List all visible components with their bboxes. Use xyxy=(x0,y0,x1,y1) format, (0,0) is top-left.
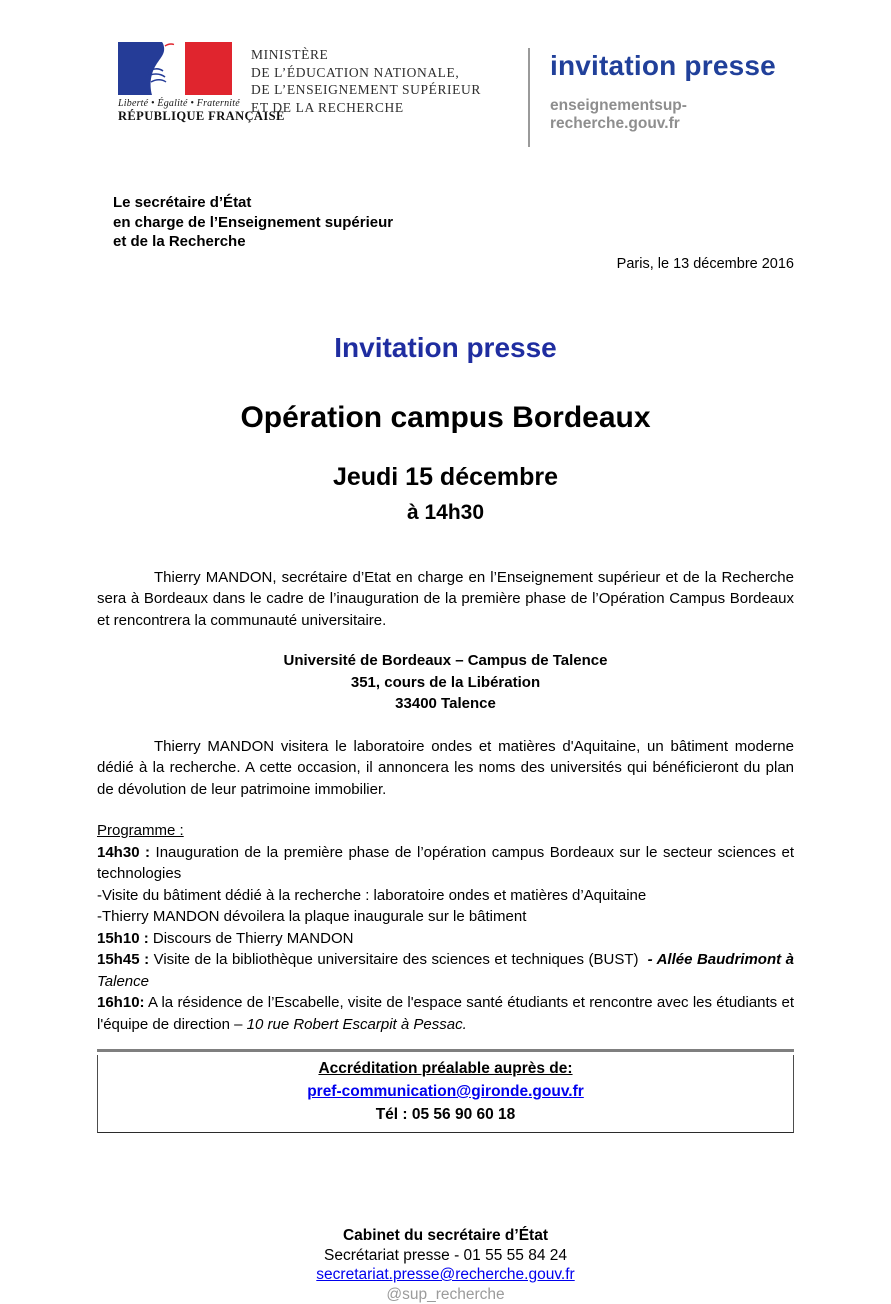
accreditation-email-link[interactable]: pref-communication@gironde.gouv.fr xyxy=(108,1080,783,1103)
logo-republic-label: RÉPUBLIQUE FRANÇAISE xyxy=(118,109,234,124)
intro-paragraph: Thierry MANDON, secrétaire d’Etat en charge en l’Enseignement supérieur et de la Recherche sera à Bordeaux dans le cadre de l’inauguration de la première phase de l’Opération Campus Bordeaux et rencontrera la communauté universitaire. xyxy=(97,567,794,632)
programme-item: 15h45 : Visite de la bibliothèque universitaire des sciences et techniques (BUST) - Allée Baudrimont à Talence xyxy=(97,949,794,992)
ministry-line: ET DE LA RECHERCHE xyxy=(251,99,481,117)
footer-cabinet-title: Cabinet du secrétaire d’État xyxy=(97,1226,794,1246)
event-title: Opération campus Bordeaux xyxy=(97,401,794,435)
programme-item: -Visite du bâtiment dédié à la recherche : laboratoire ondes et matières d’Aquitaine xyxy=(97,885,794,907)
programme-item: 14h30 : Inauguration de la première phase de l’opération campus Bordeaux sur le secteur sciences et technologies xyxy=(97,842,794,885)
french-flag-marianne-icon xyxy=(118,42,232,95)
document-title: Invitation presse xyxy=(97,332,794,364)
programme-item: 15h10 : Discours de Thierry MANDON xyxy=(97,928,794,950)
footer-twitter-handle: @sup_recherche xyxy=(97,1285,794,1304)
accreditation-heading: Accréditation préalable auprès de: xyxy=(108,1057,783,1080)
event-date: Jeudi 15 décembre xyxy=(97,463,794,492)
visit-paragraph: Thierry MANDON visitera le laboratoire ondes et matières d'Aquitaine, un bâtiment moderne dédié à la recherche. A cette occasion, il annoncera les noms des universités qui bénéficieront du plan de dévolution de leur patrimoine immobilier. xyxy=(97,736,794,801)
programme-item: -Thierry MANDON dévoilera la plaque inaugurale sur le bâtiment xyxy=(97,906,794,928)
venue-line: 351, cours de la Libération xyxy=(97,672,794,694)
event-time: à 14h30 xyxy=(97,501,794,525)
ministry-line: DE L’ÉDUCATION NATIONALE, xyxy=(251,64,481,82)
programme-list xyxy=(97,842,794,1036)
ministry-line: DE L’ENSEIGNEMENT SUPÉRIEUR xyxy=(251,81,481,99)
ministry-website-url: enseignementsup-recherche.gouv.fr xyxy=(550,97,794,133)
sender-line: en charge de l’Enseignement supérieur xyxy=(113,213,794,233)
logo-motto: Liberté • Égalité • Fraternité xyxy=(118,98,234,109)
sender-line: Le secrétaire d’État xyxy=(113,193,794,213)
accreditation-phone: Tél : 05 56 90 60 18 xyxy=(108,1103,783,1126)
programme-item: 16h10: A la résidence de l’Escabelle, visite de l'espace santé étudiants et rencontre avec les étudiants et l'équipe de direction – 10 rue Robert Escarpit à Pessac. xyxy=(97,992,794,1035)
document-footer xyxy=(97,1226,794,1304)
programme-heading: Programme : xyxy=(97,820,794,842)
ministry-line: MINISTÈRE xyxy=(251,46,481,64)
dateline: Paris, le 13 décembre 2016 xyxy=(97,256,794,272)
sender-block xyxy=(113,193,794,252)
venue-line: Université de Bordeaux – Campus de Talence xyxy=(97,650,794,672)
press-banner xyxy=(528,48,794,147)
footer-press-phone: Secrétariat presse - 01 55 55 84 24 xyxy=(97,1246,794,1266)
footer-email-link[interactable]: secretariat.presse@recherche.gouv.fr xyxy=(316,1265,574,1285)
republique-francaise-logo xyxy=(118,42,234,124)
press-banner-label: invitation presse xyxy=(550,50,794,82)
venue-line: 33400 Talence xyxy=(97,693,794,715)
document-header xyxy=(97,42,794,147)
ministry-name xyxy=(251,46,481,116)
venue-address xyxy=(97,650,794,715)
accreditation-box xyxy=(97,1055,794,1133)
sender-line: et de la Recherche xyxy=(113,232,794,252)
accreditation-section xyxy=(97,1049,794,1133)
